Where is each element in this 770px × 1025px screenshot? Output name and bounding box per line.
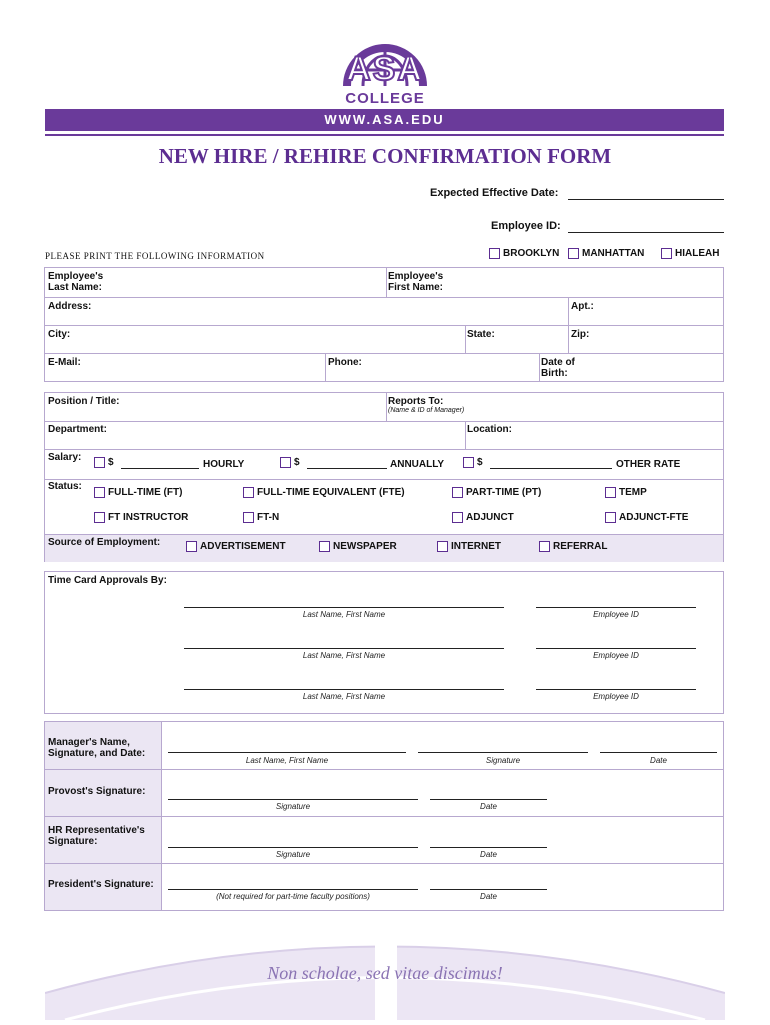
checkbox-icon	[243, 512, 254, 523]
dob-label: Date of Birth:	[541, 357, 575, 379]
print-instruction: PLEASE PRINT THE FOLLOWING INFORMATION	[45, 251, 265, 261]
manager-name-field[interactable]	[168, 752, 406, 753]
timecard-id-field-3[interactable]	[536, 689, 696, 690]
checkbox-icon	[661, 248, 672, 259]
manager-date-caption: Date	[650, 756, 667, 765]
timecard-id-caption: Employee ID	[593, 692, 639, 701]
website-link[interactable]: WWW.ASA.EDU	[324, 112, 445, 127]
status-label: Status:	[48, 481, 82, 492]
checkbox-icon	[319, 541, 330, 552]
status-pt-option[interactable]: PART-TIME (PT)	[452, 487, 541, 498]
checkbox-icon	[243, 487, 254, 498]
provost-date-caption: Date	[480, 802, 497, 811]
city-label: City:	[48, 329, 71, 340]
timecard-id-caption: Employee ID	[593, 610, 639, 619]
timecard-id-caption: Employee ID	[593, 651, 639, 660]
hourly-label: HOURLY	[203, 459, 245, 470]
position-title-field[interactable]	[125, 394, 380, 418]
president-date-caption: Date	[480, 892, 497, 901]
zip-label: Zip:	[571, 329, 590, 340]
email-field[interactable]	[90, 354, 320, 380]
campus-brooklyn[interactable]: BROOKLYN	[489, 248, 559, 259]
checkbox-icon	[280, 457, 291, 468]
effective-date-field[interactable]	[568, 199, 724, 200]
timecard-name-caption: Last Name, First Name	[302, 610, 386, 619]
other-rate-label: OTHER RATE	[616, 459, 681, 470]
hr-label: HR Representative's Signature:	[48, 825, 145, 847]
campus-hialeah[interactable]: HIALEAH	[661, 248, 719, 259]
checkbox-icon	[437, 541, 448, 552]
hr-date-caption: Date	[480, 850, 497, 859]
department-field[interactable]	[115, 422, 460, 446]
checkbox-icon	[463, 457, 474, 468]
source-internet-option[interactable]: INTERNET	[437, 541, 501, 552]
position-title-label: Position / Title:	[48, 396, 120, 407]
status-ftn-option[interactable]: FT-N	[243, 512, 279, 523]
provost-signature-caption: Signature	[275, 802, 311, 811]
manager-date-field[interactable]	[600, 752, 717, 753]
checkbox-icon	[539, 541, 550, 552]
president-label: President's Signature:	[48, 879, 154, 890]
timecard-name-field-1[interactable]	[184, 607, 504, 608]
checkbox-icon	[568, 248, 579, 259]
state-field[interactable]	[500, 326, 562, 352]
employee-id-label: Employee ID:	[491, 220, 561, 232]
address-field[interactable]	[100, 298, 560, 324]
phone-label: Phone:	[328, 357, 362, 368]
hr-date-field[interactable]	[430, 847, 547, 848]
logo-text: ASA	[346, 50, 424, 88]
manager-signature-field[interactable]	[418, 752, 588, 753]
department-label: Department:	[48, 424, 107, 435]
checkbox-icon	[186, 541, 197, 552]
annually-label: ANNUALLY	[390, 459, 445, 470]
reports-to-label: Reports To:	[388, 396, 444, 407]
checkbox-icon	[94, 487, 105, 498]
status-ft-option[interactable]: FULL-TIME (FT)	[94, 487, 182, 498]
source-advertisement-option[interactable]: ADVERTISEMENT	[186, 541, 286, 552]
employee-id-field[interactable]	[568, 232, 724, 233]
salary-hourly-option[interactable]: $	[94, 457, 114, 468]
checkbox-icon	[94, 512, 105, 523]
last-name-label: Employee's Last Name:	[48, 271, 104, 293]
annual-rate-field[interactable]	[307, 468, 387, 469]
provost-signature-field[interactable]	[168, 799, 418, 800]
email-label: E-Mail:	[48, 357, 81, 368]
form-title: NEW HIRE / REHIRE CONFIRMATION FORM	[158, 144, 612, 168]
provost-label: Provost's Signature:	[48, 786, 146, 797]
checkbox-icon	[94, 457, 105, 468]
last-name-field[interactable]	[120, 270, 382, 296]
timecard-id-field-2[interactable]	[536, 648, 696, 649]
president-date-field[interactable]	[430, 889, 547, 890]
apt-label: Apt.:	[571, 301, 594, 312]
apt-field[interactable]	[600, 298, 720, 324]
campus-manhattan[interactable]: MANHATTAN	[568, 248, 644, 259]
salary-annually-option[interactable]: $	[280, 457, 300, 468]
salary-other-option[interactable]: $	[463, 457, 483, 468]
reports-to-field[interactable]	[450, 394, 720, 418]
city-field[interactable]	[80, 326, 460, 352]
location-label: Location:	[467, 424, 512, 435]
effective-date-label: Expected Effective Date:	[430, 187, 559, 199]
first-name-field[interactable]	[460, 270, 720, 296]
checkbox-icon	[452, 512, 463, 523]
checkbox-icon	[489, 248, 500, 259]
manager-label: Manager's Name, Signature, and Date:	[48, 737, 146, 759]
reports-to-note: (Name & ID of Manager)	[388, 407, 465, 414]
checkbox-icon	[605, 487, 616, 498]
manager-name-caption: Last Name, First Name	[245, 756, 329, 765]
source-label: Source of Employment:	[48, 537, 161, 548]
location-field[interactable]	[520, 422, 720, 446]
status-ft-instructor-option[interactable]: FT INSTRUCTOR	[94, 512, 188, 523]
manager-signature-caption: Signature	[485, 756, 521, 765]
first-name-label: Employee's First Name:	[388, 271, 444, 293]
status-temp-option[interactable]: TEMP	[605, 487, 647, 498]
website-banner	[45, 109, 724, 131]
timecard-name-field-3[interactable]	[184, 689, 504, 690]
salary-label: Salary:	[48, 452, 82, 463]
other-rate-field[interactable]	[490, 468, 612, 469]
footer-graphic	[45, 925, 725, 1020]
phone-field[interactable]	[370, 354, 535, 380]
address-label: Address:	[48, 301, 92, 312]
source-newspaper-option[interactable]: NEWSPAPER	[319, 541, 397, 552]
timecard-label: Time Card Approvals By:	[48, 575, 167, 586]
footer-motto: Non scholae, sed vitae discimus!	[267, 963, 503, 983]
hourly-rate-field[interactable]	[121, 468, 199, 469]
header-rule	[45, 134, 724, 136]
logo	[335, 40, 435, 108]
status-adjunct-option[interactable]: ADJUNCT	[452, 512, 514, 523]
hr-signature-field[interactable]	[168, 847, 418, 848]
timecard-id-field-1[interactable]	[536, 607, 696, 608]
logo-college: COLLEGE	[345, 90, 425, 107]
status-fte-option[interactable]: FULL-TIME EQUIVALENT (FTE)	[243, 487, 405, 498]
state-label: State:	[467, 329, 495, 340]
checkbox-icon	[452, 487, 463, 498]
timecard-name-caption: Last Name, First Name	[302, 692, 386, 701]
zip-field[interactable]	[595, 326, 720, 352]
timecard-name-field-2[interactable]	[184, 648, 504, 649]
checkbox-icon	[605, 512, 616, 523]
president-signature-field[interactable]	[168, 889, 418, 890]
hr-signature-caption: Signature	[275, 850, 311, 859]
timecard-name-caption: Last Name, First Name	[302, 651, 386, 660]
dob-field[interactable]	[585, 354, 720, 380]
provost-date-field[interactable]	[430, 799, 547, 800]
status-adjunct-fte-option[interactable]: ADJUNCT-FTE	[605, 512, 688, 523]
president-note: (Not required for part-time faculty positions)	[216, 892, 370, 901]
source-referral-option[interactable]: REFERRAL	[539, 541, 607, 552]
